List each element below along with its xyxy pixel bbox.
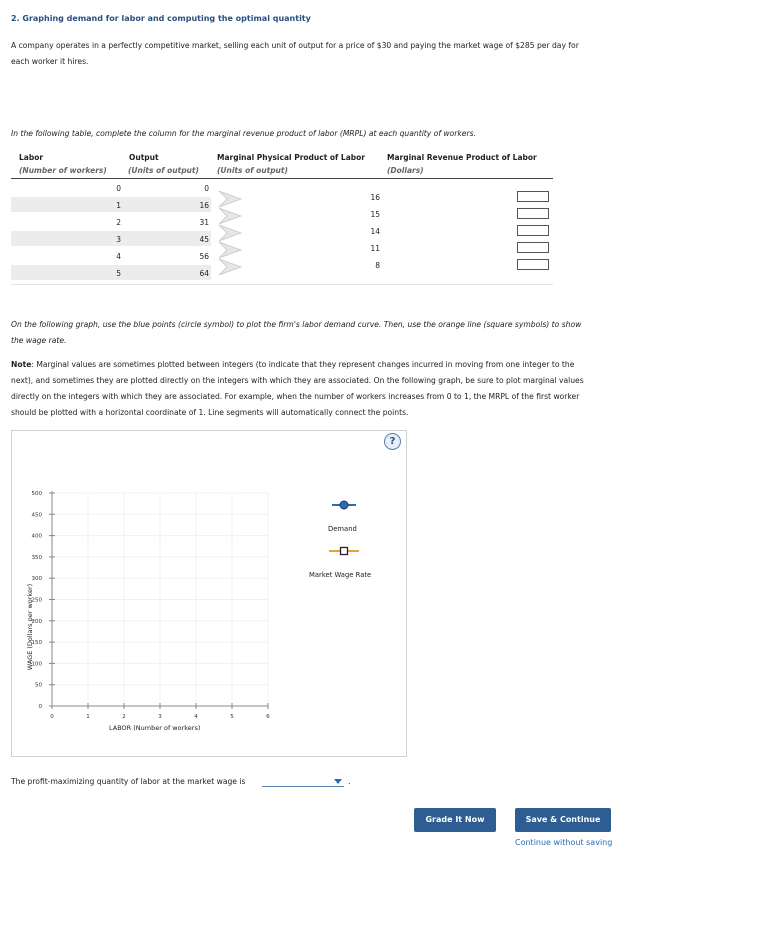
- x-tick-label: 6: [266, 714, 270, 720]
- x-tick-label: 3: [158, 714, 162, 720]
- mrpl-input[interactable]: [517, 208, 549, 219]
- note-line-3: directly on the integers with which they are associated. For example, when the number of workers increases from 0 to 1, the MRPL of the first worker: [11, 392, 580, 401]
- y-tick-label: 450: [31, 512, 42, 519]
- y-axis-title: WAGE (Dollars per worker): [26, 583, 34, 671]
- header-mrpl-sub: (Dollars): [387, 166, 424, 175]
- optimal-quantity-select[interactable]: [262, 777, 344, 787]
- header-labor-sub: (Number of workers): [19, 166, 107, 175]
- x-tick-label: 2: [122, 714, 126, 720]
- note-line-2: next), and sometimes they are plotted directly on the integers with which they are associated. On the following graph, be sure to plot marginal values: [11, 376, 584, 385]
- y-tick-label: 0: [38, 704, 42, 710]
- question-period: .: [348, 777, 351, 786]
- mpp-cell: 16: [370, 193, 380, 202]
- labor-cell: 2: [116, 218, 121, 227]
- output-cell: 31: [199, 218, 209, 227]
- header-mrpl: Marginal Revenue Product of Labor: [387, 153, 537, 162]
- graph-panel[interactable]: [11, 430, 407, 757]
- y-tick-label: 200: [31, 618, 42, 625]
- labor-cell: 1: [116, 201, 121, 210]
- y-tick-label: 500: [31, 491, 42, 497]
- mrpl-input[interactable]: [517, 191, 549, 202]
- y-tick-label: 400: [31, 533, 42, 540]
- output-cell: 64: [199, 269, 209, 278]
- mpp-cell: 11: [370, 244, 380, 253]
- header-mpp-sub: (Units of output): [217, 166, 288, 175]
- labor-cell: 4: [116, 252, 121, 261]
- x-tick-label: 5: [230, 714, 234, 720]
- mpp-cell: 14: [370, 227, 380, 236]
- demand-legend-icon[interactable]: [330, 499, 358, 511]
- header-output-sub: (Units of output): [128, 166, 199, 175]
- wage-legend-icon[interactable]: [328, 545, 360, 557]
- note-line-1: [11, 357, 574, 373]
- mrpl-input[interactable]: [517, 259, 549, 270]
- demand-legend-label: Demand: [328, 525, 357, 533]
- question-text: The profit-maximizing quantity of labor at the market wage is: [11, 777, 246, 786]
- save-continue-button[interactable]: Save & Continue: [515, 808, 611, 832]
- note-text: : Marginal values are sometimes plotted between integers (to indicate that they represent changes incurred in moving from one integer to the: [31, 360, 575, 369]
- x-tick-label: 0: [50, 714, 54, 720]
- header-mpp: Marginal Physical Product of Labor: [217, 153, 365, 162]
- header-rule: [11, 178, 553, 179]
- graph-instruction-line-1: On the following graph, use the blue points (circle symbol) to plot the firm's labor demand curve. Then, use the orange line (square symbols) to show: [11, 320, 582, 329]
- mrpl-input[interactable]: [517, 225, 549, 236]
- dropdown-arrow-icon: [334, 779, 342, 784]
- mrpl-table: [11, 151, 553, 285]
- y-tick-label: 50: [35, 682, 42, 689]
- y-tick-label: 300: [31, 576, 42, 583]
- wage-legend-label: Market Wage Rate: [309, 571, 372, 579]
- mpp-cell: 8: [375, 261, 380, 270]
- labor-cell: 3: [116, 235, 121, 244]
- note-line-4: should be plotted with a horizontal coordinate of 1. Line segments will automatically connect the points.: [11, 408, 409, 417]
- table-instruction: In the following table, complete the column for the marginal revenue product of labor (MRPL) at each quantity of workers.: [11, 129, 476, 138]
- labor-cell: 0: [116, 184, 121, 193]
- grade-it-now-button[interactable]: Grade It Now: [414, 808, 496, 832]
- note-label: Note: [11, 360, 32, 369]
- y-tick-label: 350: [31, 554, 42, 561]
- header-labor: Labor: [19, 153, 44, 162]
- y-tick-label: 250: [31, 597, 42, 604]
- y-tick-label: 150: [31, 640, 42, 647]
- mrpl-input[interactable]: [517, 242, 549, 253]
- y-tick-label: 100: [31, 661, 42, 668]
- help-icon[interactable]: ?: [384, 433, 401, 450]
- x-tick-label: 4: [194, 714, 198, 720]
- x-tick-label: 1: [86, 714, 90, 720]
- continue-without-saving-link[interactable]: Continue without saving: [515, 838, 613, 847]
- intro-line-1: A company operates in a perfectly competitive market, selling each unit of output for a price of $30 and paying the market wage of $285 per day for: [11, 41, 579, 50]
- page-title: 2. Graphing demand for labor and computing the optimal quantity: [11, 14, 311, 23]
- mpp-cell: 15: [370, 210, 380, 219]
- output-cell: 56: [199, 252, 209, 261]
- output-cell: 45: [199, 235, 209, 244]
- output-cell: 0: [204, 184, 209, 193]
- graph-instruction-line-2: the wage rate.: [11, 336, 67, 345]
- header-output: Output: [129, 153, 159, 162]
- intro-line-2: each worker it hires.: [11, 57, 89, 66]
- output-cell: 16: [199, 201, 209, 210]
- labor-cell: 5: [116, 269, 121, 278]
- labor-demand-chart[interactable]: [12, 431, 408, 758]
- x-axis-title: LABOR (Number of workers): [109, 724, 201, 732]
